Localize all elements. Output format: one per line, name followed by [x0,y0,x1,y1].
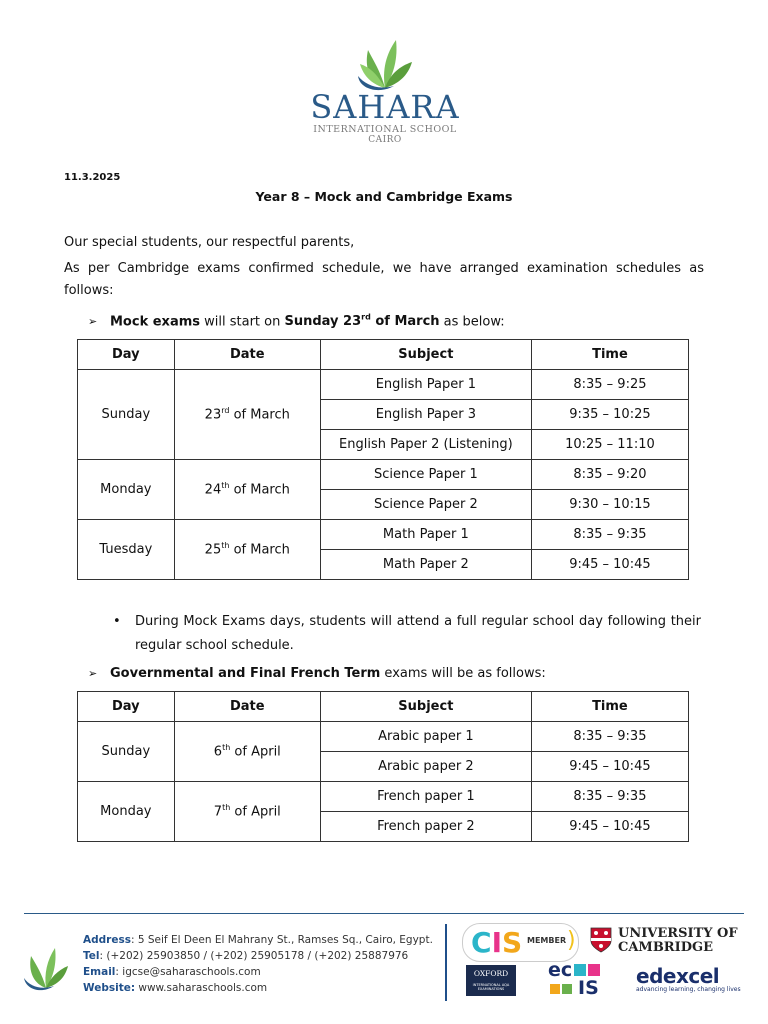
cambridge-shield-icon [590,927,612,953]
header-time: Time [531,340,688,370]
date-cell: 23rd of March [174,370,320,460]
date-cell: 7th of April [174,782,320,842]
table-row [78,722,689,752]
footer-leaf-logo-icon [18,938,74,994]
time-cell: 9:45 – 10:45 [531,550,688,580]
footer-website[interactable]: Website: www.saharaschools.com [83,982,268,994]
subject-cell: French paper 2 [320,812,531,842]
oxford-aqa-logo: OXFORD INTERNATIONAL AQA EXAMINATIONS [466,965,516,996]
footer-tel: Tel: (+202) 25903850 / (+202) 25905178 / (+202) 25887976 [83,950,409,962]
letter-date: 11.3.2025 [64,172,121,183]
footer-separator [445,924,447,1001]
header-date: Date [174,692,320,722]
footer-address: Address: 5 Seif El Deen El Mahrany St., Ramses Sq., Cairo, Egypt. [83,934,433,946]
time-cell: 9:45 – 10:45 [531,752,688,782]
table-header-row [78,340,689,370]
time-cell: 8:35 – 9:35 [531,722,688,752]
cis-logo-text: CIS [471,926,523,959]
time-cell: 9:45 – 10:45 [531,812,688,842]
cis-member-label: MEMBER [527,936,567,945]
cis-member-badge: CIS MEMBER ) [462,923,579,962]
table-row [78,460,689,490]
time-cell: 9:30 – 10:15 [531,490,688,520]
leaf-emblem-icon [350,28,420,92]
subject-cell: Science Paper 1 [320,460,531,490]
gov-exams-table [77,691,689,842]
greeting: Our special students, our respectful parents, [64,235,355,250]
day-cell: Tuesday [78,520,175,580]
school-logo [300,28,470,153]
header-date: Date [174,340,320,370]
cambridge-line2: CAMBRIDGE [618,940,713,955]
gov-exams-heading: ➢ Governmental and Final French Term exams will be as follows: [88,666,546,681]
header-day: Day [78,340,175,370]
time-cell: 10:25 – 11:10 [531,430,688,460]
footer-divider [24,913,744,914]
subject-cell: English Paper 3 [320,400,531,430]
intro-paragraph: As per Cambridge exams confirmed schedule, we have arranged examination schedules as follows: [64,261,704,298]
subject-cell: Arabic paper 1 [320,722,531,752]
edexcel-wordmark: edexcel [636,964,720,988]
time-cell: 8:35 – 9:35 [531,782,688,812]
header-time: Time [531,692,688,722]
brand-city: CAIRO [368,135,402,145]
day-cell: Sunday [78,370,175,460]
bullet-dot-icon: • [113,614,121,629]
header-subject: Subject [320,692,531,722]
time-cell: 9:35 – 10:25 [531,400,688,430]
ecis-top-text: ec [548,959,573,981]
time-cell: 8:35 – 9:35 [531,520,688,550]
time-cell: 8:35 – 9:25 [531,370,688,400]
footer-email[interactable]: Email: igcse@saharaschools.com [83,966,261,978]
date-cell: 24th of March [174,460,320,520]
date-cell: 6th of April [174,722,320,782]
note-text: During Mock Exams days, students will attend a full regular school day following their regular school schedule. [135,614,701,653]
brand-name: SAHARA [310,88,460,126]
mock-exams-heading: ➢ Mock exams will start on Sunday 23rd of March as below: [88,313,505,330]
table-row [78,520,689,550]
subject-cell: Science Paper 2 [320,490,531,520]
day-cell: Monday [78,782,175,842]
arrow-bullet-icon: ➢ [88,667,98,680]
cambridge-line1: UNIVERSITY OF [618,926,738,941]
header-subject: Subject [320,340,531,370]
date-cell: 25th of March [174,520,320,580]
footer-contact [83,932,433,996]
mock-exams-table [77,339,689,580]
table-header-row [78,692,689,722]
day-cell: Sunday [78,722,175,782]
header-day: Day [78,692,175,722]
page-title: Year 8 – Mock and Cambridge Exams [255,189,513,204]
subject-cell: English Paper 1 [320,370,531,400]
day-cell: Monday [78,460,175,520]
table-row [78,782,689,812]
subject-cell: Arabic paper 2 [320,752,531,782]
subject-cell: French paper 1 [320,782,531,812]
subject-cell: Math Paper 1 [320,520,531,550]
cambridge-logo [590,926,738,957]
ecis-bottom-text: IS [578,977,599,999]
arrow-bullet-icon: ➢ [88,315,98,329]
subject-cell: Math Paper 2 [320,550,531,580]
mock-note [113,610,701,658]
table-row [78,370,689,400]
subject-cell: English Paper 2 (Listening) [320,430,531,460]
edexcel-logo [636,964,741,993]
brand-subtitle: INTERNATIONAL SCHOOL [313,124,457,135]
edexcel-tagline: advancing learning, changing lives [636,986,741,993]
ecis-logo [546,959,616,1000]
time-cell: 8:35 – 9:20 [531,460,688,490]
